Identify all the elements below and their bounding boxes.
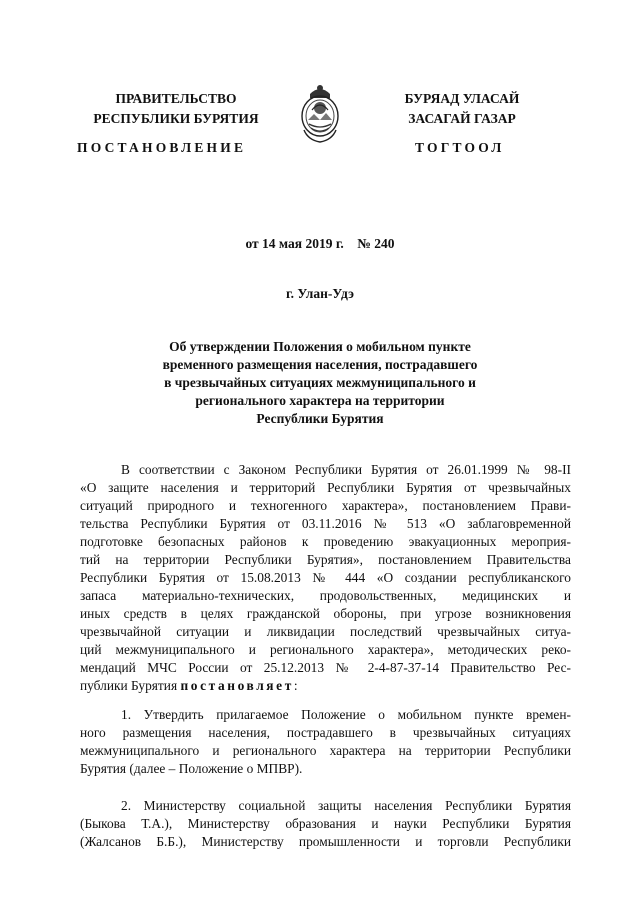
document-type-buryat: ТОГТООЛ	[415, 140, 505, 155]
preamble-line: мендаций МЧС России от 25.12.2013 № 2-4-87-37-14 Правительство Рес-	[80, 660, 571, 675]
preamble-line: тельства Республики Бурятия от 03.11.2016 № 513 «О заблаговременной	[80, 516, 571, 531]
title-line-4: регионального характера на территории	[195, 393, 445, 408]
item-2-line: (Жалсанов Б.Б.), Министерству промышленности и торговли Республики	[80, 834, 571, 849]
issuer-russian-line-1: ПРАВИТЕЛЬСТВО	[115, 91, 237, 106]
preamble-line: чрезвычайной ситуации и ликвидации последствий чрезвычайных ситуа-	[80, 624, 571, 639]
issuer-buryat-line-1: БУРЯАД УЛАСАЙ	[404, 91, 520, 106]
paragraph-item-1	[80, 706, 571, 778]
issuer-buryat-line-2: ЗАСАГАЙ ГАЗАР	[408, 111, 516, 126]
preamble-line: тий на территории Республики Бурятия», постановлением Правительства	[80, 552, 571, 567]
document-date-number: от 14 мая 2019 г. № 240	[245, 236, 395, 251]
preamble-line: иных средств в целях гражданской обороны, при угрозе возникновения	[80, 606, 571, 621]
item-1-line: межмуниципального и регионального характера на территории Республики	[80, 743, 571, 758]
issuer-russian-line-2: РЕСПУБЛИКИ БУРЯТИЯ	[93, 111, 259, 126]
issuer-buryat	[362, 89, 562, 129]
document-city: г. Улан-Удэ	[286, 286, 354, 301]
title-line-5: Республики Бурятия	[256, 411, 384, 426]
title-line-3: в чрезвычайных ситуациях межмуниципального и	[164, 375, 476, 390]
item-2-line: 2. Министерству социальной защиты населения Республики Бурятия	[121, 798, 571, 813]
item-1-line: 1. Утвердить прилагаемое Положение о мобильном пункте времен-	[121, 707, 571, 722]
preamble-line: В соответствии с Законом Республики Бурятия от 26.01.1999 № 98-II	[121, 462, 571, 477]
title-line-1: Об утверждении Положения о мобильном пункте	[169, 339, 471, 354]
preamble-line: ций межмуниципального и регионального характера», методических реко-	[80, 642, 571, 657]
preamble-closing-line	[80, 677, 571, 695]
paragraph-item-2	[80, 797, 571, 851]
document-type-russian: ПОСТАНОВЛЕНИЕ	[77, 140, 247, 155]
preamble-line: ситуаций природного и техногенного характера», постановлением Прави-	[80, 498, 571, 513]
item-2-line: (Быкова Т.А.), Министерству образования и науки Республики Бурятия	[80, 816, 571, 831]
document-title	[0, 338, 640, 428]
paragraph-preamble	[80, 461, 571, 695]
preamble-line: запаса материально-технических, продовольственных, медицинских и	[80, 588, 571, 603]
preamble-line: Республики Бурятия от 15.08.2013 № 444 «О создании республиканского	[80, 570, 571, 585]
resolves-colon: :	[293, 678, 298, 693]
republic-coat-of-arms-icon	[296, 80, 344, 146]
preamble-closing-text: публики Бурятия	[80, 678, 181, 693]
title-line-2: временного размещения населения, пострадавшего	[162, 357, 478, 372]
preamble-line: «О защите населения и территорий Республики Бурятия от чрезвычайных	[80, 480, 571, 495]
item-1-line: ного размещения населения, пострадавшего в чрезвычайных ситуациях	[80, 725, 571, 740]
issuer-russian	[76, 89, 276, 129]
resolves-keyword: постановляет	[180, 678, 294, 693]
preamble-line: подготовке безопасных районов к проведению эвакуационных мероприя-	[80, 534, 571, 549]
item-1-line: Бурятия (далее – Положение о МПВР).	[80, 761, 303, 776]
